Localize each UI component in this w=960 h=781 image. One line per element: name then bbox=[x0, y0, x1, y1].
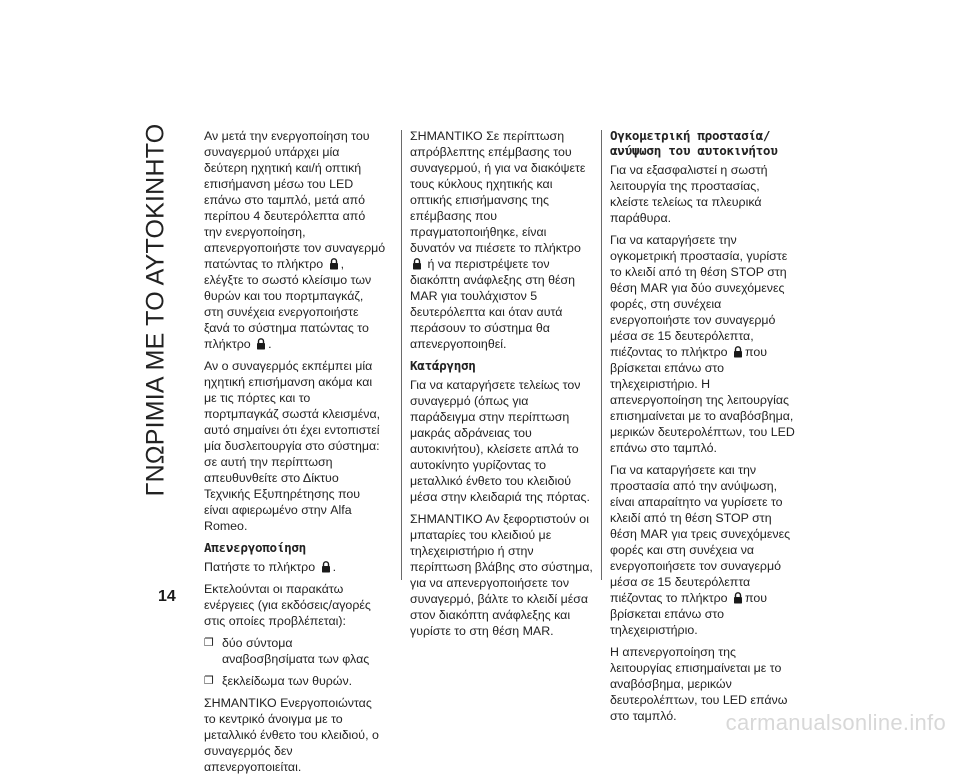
list-item bbox=[204, 635, 386, 667]
paragraph bbox=[410, 128, 594, 352]
section-title-text: ΓΝΩΡΙΜΙΑ ΜΕ ΤΟ ΑΥΤΟΚΙΝΗΤΟ bbox=[141, 123, 170, 497]
paragraph bbox=[204, 559, 386, 575]
section-heading: Ογκομετρική προστασία/ ανύψωση του αυτοκινήτου bbox=[610, 128, 778, 158]
lock-icon bbox=[321, 561, 331, 573]
paragraph-text: ΣΗΜΑΝΤΙΚΟ Σε περίπτωση απρόβλεπτης επέμβασης του συναγερμού, ή για να διακόψετε τους κύκλους ηχητικής και οπτικής επισήμανσης της επέμβασης που πραγματοποιήθηκε, είναι δυνατόν να πιέσετε το πλήκτρο bbox=[410, 129, 586, 255]
paragraph: ΣΗΜΑΝΤΙΚΟ Ενεργοποιώντας το κεντρικό άνοιγμα με το μεταλλικό ένθετο του κλειδιού, ο συναγερμός δεν απενεργοποιείται. bbox=[204, 696, 379, 774]
paragraph-text: ή να περιστρέψετε τον διακόπτη ανάφλεξης στη θέση MAR για τουλάχιστον 5 δευτερόλεπτα και όταν αυτά περάσουν το σύστημα θα απενεργοποιηθεί. bbox=[410, 257, 576, 351]
column-divider bbox=[401, 130, 402, 580]
section-title-vertical bbox=[126, 120, 186, 500]
section-heading: Κατάργηση bbox=[410, 358, 476, 373]
paragraph: ΣΗΜΑΝΤΙΚΟ Αν ξεφορτιστούν οι μπαταρίες του κλειδιού με τηλεχειριστήριο ή στην περίπτωση βλάβης στο σύστημα, για να απενεργοποιήσετε τον συναγερμό, βάλτε το κλειδί μέσα στον διακόπτη ανάφλεξης και γυρίστε το στη θέση MAR. bbox=[410, 512, 593, 638]
lock-icon bbox=[329, 258, 339, 270]
paragraph bbox=[610, 462, 800, 638]
paragraph: Η απενεργοποίηση της λειτουργίας επισημαίνεται με το αναβόσβημα, μερικών δευτερολέπτων, του LED επάνω στο ταμπλό. bbox=[610, 645, 788, 723]
text-column-2 bbox=[410, 128, 594, 645]
paragraph: Για να εξασφαλιστεί η σωστή λειτουργία της προστασίας, κλείστε τελείως τα πλευρικά παράθυρα. bbox=[610, 163, 768, 225]
text-column-3 bbox=[610, 128, 800, 730]
page-number: 14 bbox=[158, 588, 176, 605]
list-item bbox=[204, 673, 386, 689]
text-column-1 bbox=[204, 128, 386, 781]
paragraph bbox=[610, 232, 800, 456]
paragraph-text: που βρίσκεται επάνω στο τηλεχειριστήριο. bbox=[610, 591, 768, 637]
watermark: carmanualsonline.info bbox=[725, 710, 946, 735]
paragraph-text: Για να καταργήσετε και την προστασία από την ανύψωση, είναι απαραίτητο να γυρίσετε το κλειδί από τη θέση STOP στη θέση MAR για τρεις συνεχόμενες φορές και στη συνέχεια να ενεργοποιήσετε τον συναγερμό μέσα σε 15 δευτερόλεπτα πιέζοντας το πλήκτρο bbox=[610, 463, 791, 605]
checkbox-bullet-icon: ❐ bbox=[204, 675, 214, 687]
paragraph: Για να καταργήσετε τελείως τον συναγερμό (όπως για παράδειγμα στην περίπτωση μακράς αδράνειας του αυτοκινήτου), κλείσετε απλά το αυτοκίνητο γυρίζοντας το μεταλλικό ένθετο του κλειδιού μέσα στην κλειδαριά της πόρτας. bbox=[410, 378, 590, 504]
lock-icon bbox=[733, 346, 743, 358]
paragraph-text: που βρίσκεται επάνω στο τηλεχειριστήριο. Η απενεργοποίηση της λειτουργίας επισημαίνεται με το αναβόσβημα, μερικών δευτερολέπτων, του LED επάνω στο ταμπλό. bbox=[610, 345, 795, 455]
paragraph-text: Αν μετά την ενεργοποίηση του συναγερμού υπάρχει μία δεύτερη ηχητική και/ή οπτική επισήμανση μέσω του LED επάνω στο ταμπλό, μετά από περίπου 4 δευτερόλεπτα από την ενεργοποίηση, απενεργοποιήστε τον συναγερμό πατώντας το πλήκτρο bbox=[204, 129, 386, 271]
section-heading: Απενεργοποίηση bbox=[204, 540, 306, 555]
lock-icon bbox=[733, 592, 743, 604]
paragraph-text: Πατήστε το πλήκτρο bbox=[204, 560, 316, 574]
lock-icon bbox=[412, 258, 422, 270]
lock-icon bbox=[256, 338, 266, 350]
paragraph bbox=[204, 128, 386, 352]
paragraph-text: . bbox=[332, 560, 337, 574]
paragraph: Εκτελούνται οι παρακάτω ενέργειες (για εκδόσεις/αγορές στις οποίες προβλέπεται): bbox=[204, 582, 371, 628]
paragraph-text: , ελέγξτε το σωστό κλείσιμο των θυρών και του πορτμπαγκάζ, στη συνέχεια ενεργοποιήστε ξανά το σύστημα πατώντας το πλήκτρο bbox=[204, 257, 372, 351]
paragraph: Αν ο συναγερμός εκπέμπει μία ηχητική επισήμανση ακόμα και με τις πόρτες και το πορτμπαγκάζ σωστά κλεισμένα, αυτό σημαίνει ότι έχει εντοπιστεί μία δυσλειτουργία στο σύστημα: σε αυτή την περίπτωση απευθυνθείτε στο Δίκτυο Τεχνικής Εξυπηρέτησης που είναι αφιερωμένο στην Alfa Romeo. bbox=[204, 359, 381, 533]
list-item-text: δύο σύντομα αναβοσβησίματα των φλας bbox=[222, 636, 370, 666]
paragraph-text: . bbox=[268, 337, 272, 351]
paragraph-text: Για να καταργήσετε την ογκομετρική προστασία, γυρίστε το κλειδί από τη θέση STOP στη θέση MAR για δύο συνεχόμενες φορές, στη συνέχεια ενεργοποιήστε τον συναγερμό μέσα σε 15 δευτερόλεπτα, πιέζοντας το πλήκτρο bbox=[610, 233, 788, 359]
column-divider bbox=[601, 130, 602, 580]
checkbox-bullet-icon: ❐ bbox=[204, 637, 214, 649]
list-item-text: ξεκλείδωμα των θυρών. bbox=[222, 674, 353, 688]
